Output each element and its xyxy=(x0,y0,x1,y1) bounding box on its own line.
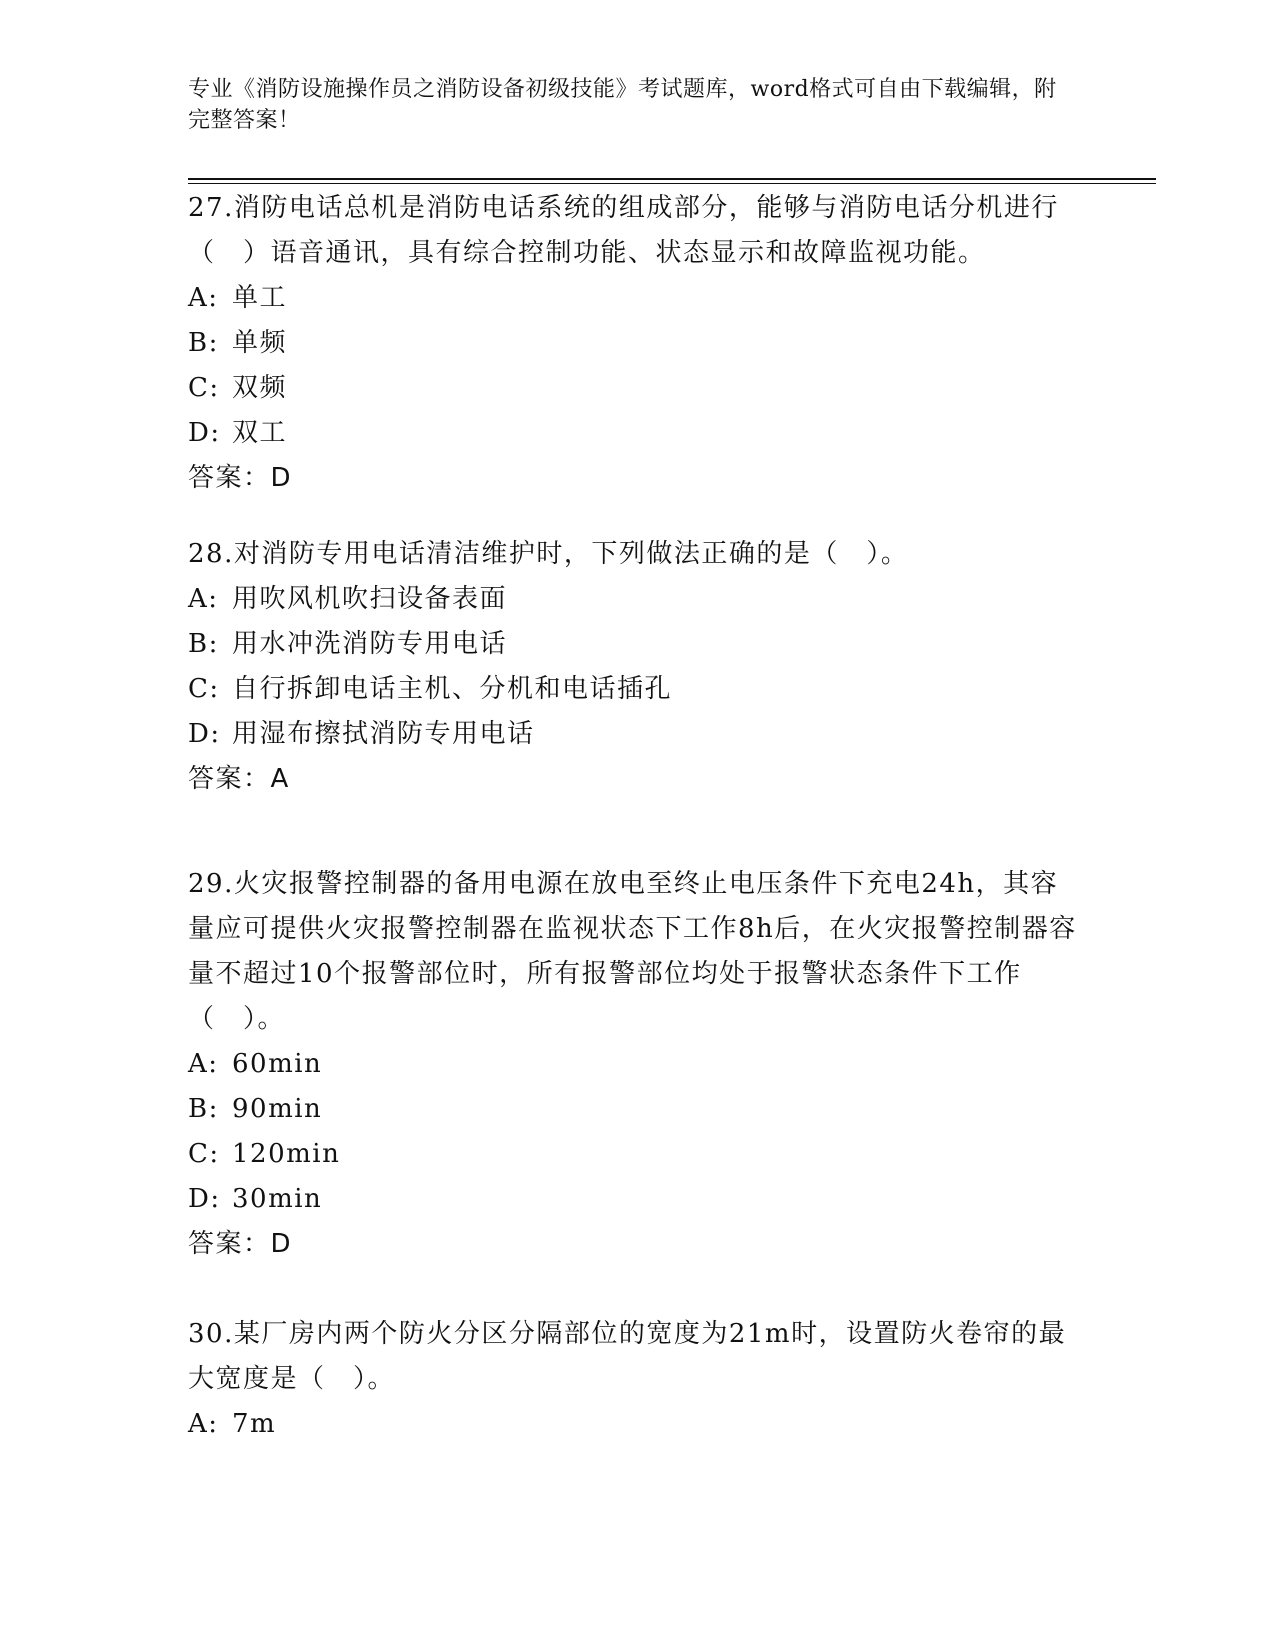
option-b xyxy=(188,321,1078,366)
question-28 xyxy=(188,532,1078,802)
option-b xyxy=(188,1087,1078,1132)
option-text: 60min xyxy=(232,1049,323,1079)
header-rule-thin xyxy=(188,183,1156,184)
option-d xyxy=(188,411,1078,456)
option-text: 双频 xyxy=(232,373,288,403)
option-d xyxy=(188,712,1078,757)
option-letter: A: xyxy=(188,584,219,614)
option-text: 120min xyxy=(232,1139,341,1169)
question-stem: 27.消防电话总机是消防电话系统的组成部分，能够与消防电话分机进行（ ）语音通讯，具有综合控制功能、状态显示和故障监视功能。 xyxy=(188,193,1059,268)
option-letter: C: xyxy=(188,674,220,704)
option-a xyxy=(188,1402,1078,1447)
option-letter: A: xyxy=(188,1049,219,1079)
page-header: 专业《消防设施操作员之消防设备初级技能》考试题库，word格式可自由下载编辑，附完整答案！ xyxy=(188,77,1057,133)
question-stem: 29.火灾报警控制器的备用电源在放电至终止电压条件下充电24h，其容量应可提供火灾报警控制器在监视状态下工作8h后，在火灾报警控制器容量不超过10个报警部位时，所有报警部位均处于报警状态条件下工作（ ）。 xyxy=(188,869,1077,1034)
option-a xyxy=(188,1042,1078,1087)
question-27 xyxy=(188,186,1078,501)
option-d xyxy=(188,1177,1078,1222)
answer-line: 答案：D xyxy=(188,463,293,493)
option-letter: C: xyxy=(188,1139,220,1169)
option-text: 90min xyxy=(232,1094,323,1124)
question-29 xyxy=(188,862,1078,1267)
option-text: 30min xyxy=(232,1184,323,1214)
option-letter: B: xyxy=(188,328,219,358)
option-letter: A: xyxy=(188,1409,219,1439)
answer-line: 答案：A xyxy=(188,764,290,794)
option-b xyxy=(188,622,1078,667)
option-letter: B: xyxy=(188,1094,219,1124)
option-letter: A: xyxy=(188,283,219,313)
option-text: 单工 xyxy=(232,283,288,313)
option-letter: C: xyxy=(188,373,220,403)
option-a xyxy=(188,276,1078,321)
header-rule-thick xyxy=(188,178,1156,180)
option-text: 单频 xyxy=(232,328,288,358)
option-text: 双工 xyxy=(232,418,288,448)
option-text: 用吹风机吹扫设备表面 xyxy=(232,584,508,614)
option-c xyxy=(188,1132,1078,1177)
answer-line: 答案：D xyxy=(188,1229,293,1259)
option-c xyxy=(188,667,1078,712)
option-text: 7m xyxy=(232,1409,277,1439)
option-a xyxy=(188,577,1078,622)
question-stem: 30.某厂房内两个防火分区分隔部位的宽度为21m时，设置防火卷帘的最大宽度是（ ）。 xyxy=(188,1319,1067,1394)
option-letter: B: xyxy=(188,629,219,659)
option-c xyxy=(188,366,1078,411)
question-stem: 28.对消防专用电话清洁维护时，下列做法正确的是（ ）。 xyxy=(188,539,909,569)
option-text: 用水冲洗消防专用电话 xyxy=(232,629,508,659)
option-letter: D: xyxy=(188,719,221,749)
option-text: 用湿布擦拭消防专用电话 xyxy=(232,719,535,749)
question-30 xyxy=(188,1312,1078,1447)
option-text: 自行拆卸电话主机、分机和电话插孔 xyxy=(232,674,673,704)
option-letter: D: xyxy=(188,418,221,448)
option-letter: D: xyxy=(188,1184,221,1214)
